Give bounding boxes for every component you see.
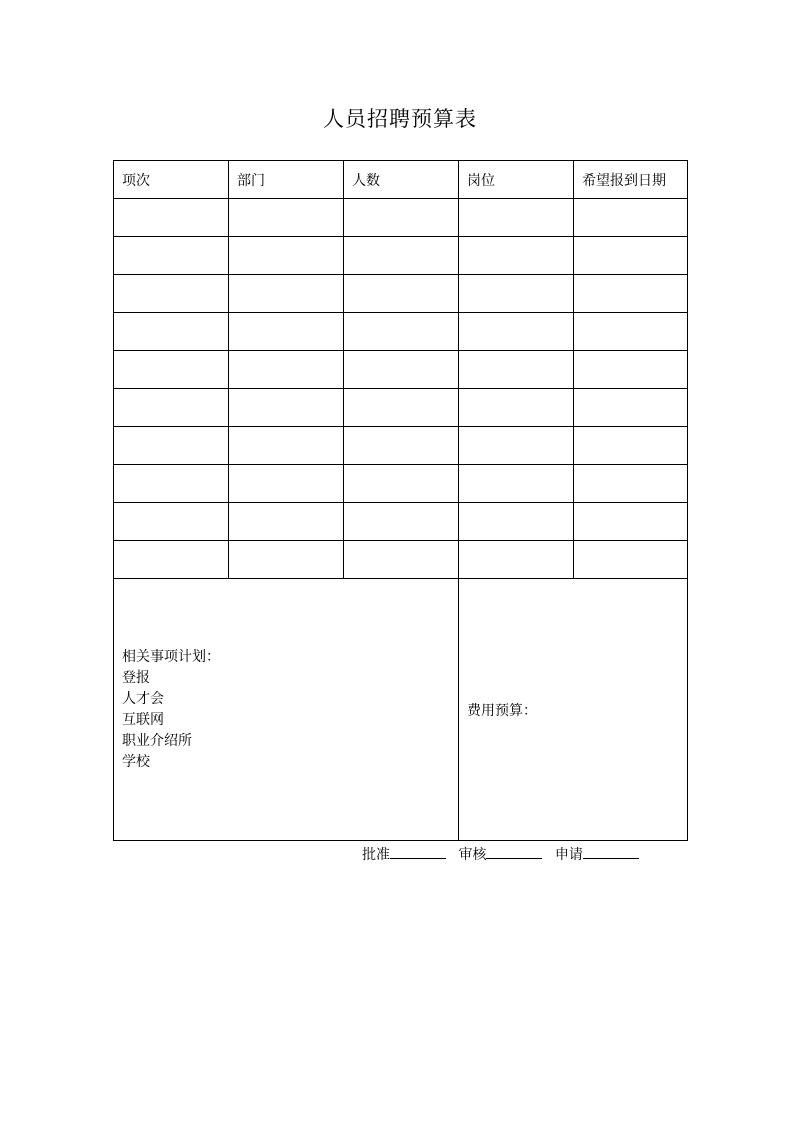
recruitment-budget-table	[113, 160, 688, 841]
cell-headcount[interactable]	[344, 199, 459, 237]
cell-start-date[interactable]	[574, 351, 688, 389]
table-row	[114, 541, 688, 579]
cell-item-no[interactable]	[114, 237, 229, 275]
table-row	[114, 503, 688, 541]
review-label: 审核	[458, 847, 487, 863]
plan-item-school: 学校	[122, 753, 150, 770]
plan-item-newspaper: 登报	[122, 669, 150, 686]
cell-department[interactable]	[229, 313, 344, 351]
cell-headcount[interactable]	[344, 503, 459, 541]
cell-department[interactable]	[229, 199, 344, 237]
cell-department[interactable]	[229, 465, 344, 503]
cell-item-no[interactable]	[114, 313, 229, 351]
table-row	[114, 465, 688, 503]
header-headcount: 人数	[344, 161, 459, 199]
cell-department[interactable]	[229, 275, 344, 313]
cell-start-date[interactable]	[574, 313, 688, 351]
cell-headcount[interactable]	[344, 237, 459, 275]
header-department: 部门	[229, 161, 344, 199]
cell-headcount[interactable]	[344, 275, 459, 313]
cell-headcount[interactable]	[344, 389, 459, 427]
plan-item-job-fair: 人才会	[122, 690, 164, 707]
cell-position[interactable]	[459, 389, 574, 427]
apply-label: 申请	[554, 847, 583, 863]
budget-label: 费用预算：	[467, 702, 537, 719]
cell-position[interactable]	[459, 427, 574, 465]
cell-position[interactable]	[459, 503, 574, 541]
approve-label: 批准	[362, 847, 390, 863]
bottom-section-row	[114, 579, 688, 841]
cell-start-date[interactable]	[574, 465, 688, 503]
cell-position[interactable]	[459, 313, 574, 351]
table-row	[114, 237, 688, 275]
cell-start-date[interactable]	[574, 237, 688, 275]
plan-item-internet: 互联网	[122, 711, 164, 728]
cell-start-date[interactable]	[574, 275, 688, 313]
table-row	[114, 389, 688, 427]
plan-item-employment-agency: 职业介绍所	[122, 732, 192, 749]
cell-position[interactable]	[459, 199, 574, 237]
cell-position[interactable]	[459, 465, 574, 503]
cell-item-no[interactable]	[114, 503, 229, 541]
table-row	[114, 351, 688, 389]
cell-item-no[interactable]	[114, 389, 229, 427]
cell-item-no[interactable]	[114, 351, 229, 389]
review-group	[458, 844, 542, 864]
cell-department[interactable]	[229, 351, 344, 389]
page-title: 人员招聘预算表	[323, 107, 477, 131]
cell-start-date[interactable]	[574, 503, 688, 541]
cell-position[interactable]	[459, 237, 574, 275]
cell-start-date[interactable]	[574, 199, 688, 237]
table-row	[114, 199, 688, 237]
table-row	[114, 313, 688, 351]
signature-line	[362, 844, 647, 864]
cell-start-date[interactable]	[574, 541, 688, 579]
cell-position[interactable]	[459, 275, 574, 313]
cell-position[interactable]	[459, 351, 574, 389]
plan-cell[interactable]	[114, 579, 459, 841]
cell-item-no[interactable]	[114, 427, 229, 465]
header-position: 岗位	[459, 161, 574, 199]
cell-department[interactable]	[229, 541, 344, 579]
table-header-row	[114, 161, 688, 199]
cell-item-no[interactable]	[114, 465, 229, 503]
cell-headcount[interactable]	[344, 351, 459, 389]
cell-position[interactable]	[459, 541, 574, 579]
header-item-no: 项次	[114, 161, 229, 199]
cell-department[interactable]	[229, 503, 344, 541]
cell-item-no[interactable]	[114, 275, 229, 313]
apply-group	[555, 844, 639, 864]
cell-department[interactable]	[229, 389, 344, 427]
approve-group	[362, 844, 446, 864]
cell-item-no[interactable]	[114, 199, 229, 237]
cell-headcount[interactable]	[344, 465, 459, 503]
apply-blank[interactable]	[583, 845, 639, 859]
table-row	[114, 427, 688, 465]
cell-item-no[interactable]	[114, 541, 229, 579]
approve-blank[interactable]	[390, 845, 446, 859]
budget-cell[interactable]	[459, 579, 688, 841]
cell-headcount[interactable]	[344, 313, 459, 351]
cell-department[interactable]	[229, 237, 344, 275]
table-row	[114, 275, 688, 313]
review-blank[interactable]	[486, 845, 542, 859]
cell-start-date[interactable]	[574, 389, 688, 427]
cell-headcount[interactable]	[344, 427, 459, 465]
plan-label: 相关事项计划：	[122, 648, 220, 665]
header-desired-start-date: 希望报到日期	[574, 161, 688, 199]
cell-start-date[interactable]	[574, 427, 688, 465]
cell-headcount[interactable]	[344, 541, 459, 579]
cell-department[interactable]	[229, 427, 344, 465]
